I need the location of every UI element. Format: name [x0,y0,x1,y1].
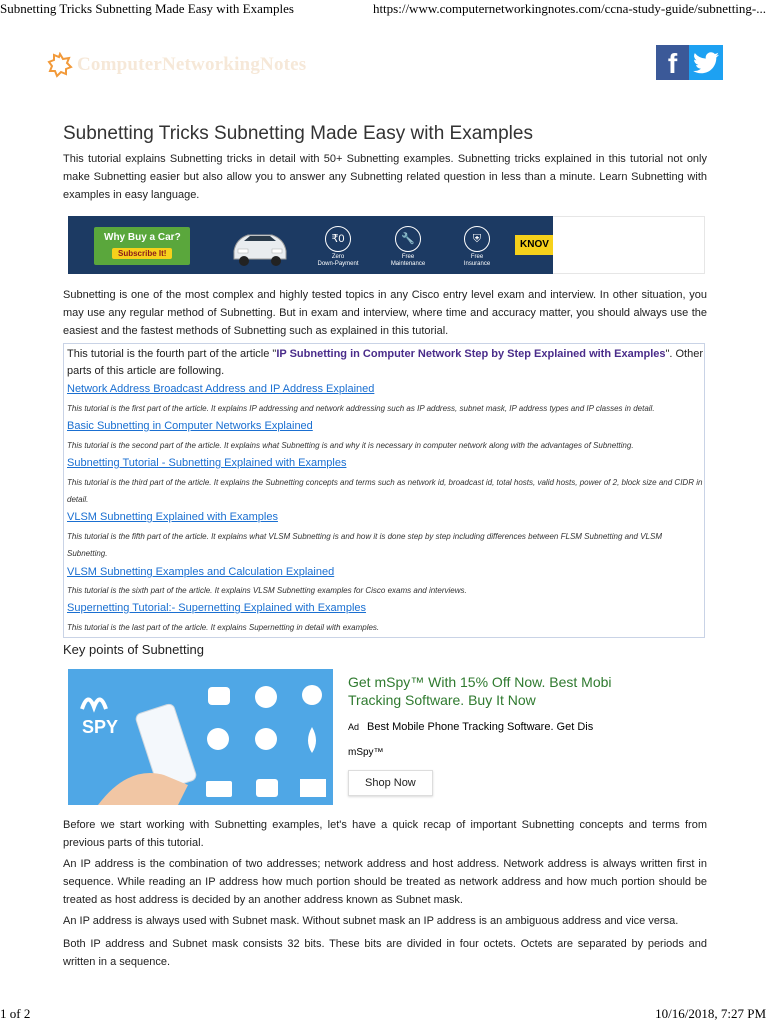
why-buy-box [94,227,190,265]
sun-logo-icon [47,52,73,78]
shield-car-icon: ⛨ [464,226,490,252]
site-logo[interactable] [47,50,306,80]
intro-paragraph: This tutorial explains Subnetting tricks in detail with 50+ Subnetting examples. Subnetting tricks explained in this tutorial not only make Subnetting easier but also allow you to answer any Subnetting related question in less than a minute. Learn Subnetting with examples in easy language. [63,153,707,201]
part-link-6[interactable]: VLSM Subnetting Examples and Calculation Explained [67,566,335,578]
ad-brand: mSpy™ [348,747,384,758]
feature-label: Free [401,254,415,260]
facebook-glyph: f [667,48,678,79]
ad-description-row [348,721,633,733]
part-link-1[interactable]: Network Address Broadcast Address and IP Address Explained [67,383,375,395]
part-desc-7: This tutorial is the last part of the article. It explains Supernetting in detail with examples. [67,623,380,632]
feature-sublabel: Insurance [463,261,491,267]
print-page-number: 1 of 2 [0,1006,31,1021]
series-main-article-link[interactable]: IP Subnetting in Computer Network Step by Step Explained with Examples [276,348,666,360]
car-icon [228,221,292,269]
subscribe-button[interactable]: Subscribe It! [112,248,172,259]
print-header [0,0,768,18]
feature-insurance [447,226,507,268]
print-page-title: Subnetting Tricks Subnetting Made Easy with Examples [0,1,294,16]
logo-text: ComputerNetworkingNotes [77,54,307,75]
print-url: https://www.computernetworkingnotes.com/ccna-study-guide/subnetting-... [372,1,766,16]
mspy-ad-text[interactable] [348,669,633,796]
part-link-5[interactable]: VLSM Subnetting Explained with Examples [67,511,278,523]
feature-label: Free [470,254,484,260]
series-intro-suffix: ". Other parts of this article are following. [67,348,704,377]
bits-paragraph: Both IP address and Subnet mask consists 32 bits. These bits are divided in four octets. Octets are separated by periods and written in a sequence. [63,938,707,968]
subnet-mask-paragraph: An IP address is always used with Subnet mask. Without subnet mask an IP address is an ambiguous address and vice versa. [63,915,679,927]
part-link-3[interactable]: Subnetting Tutorial - Subnetting Explained with Examples [67,457,347,469]
ip-address-paragraph: An IP address is the combination of two addresses; network address and host address. Network address is always written first in sequence. While reading an IP address how much portion should be treated as network address and how much portion should be treated as host address is decided by an another address known as Subnet mask. [63,858,707,906]
recap-paragraph: Before we start working with Subnetting examples, let's have a quick recap of important Subnetting concepts and terms from previous parts of this tutorial. [63,819,707,849]
series-intro-prefix: This tutorial is the fourth part of the article " [67,348,277,360]
social-buttons [656,45,723,80]
key-points-heading: Key points of Subnetting [63,642,204,657]
mspy-phone-illustration [68,669,333,805]
print-datetime: 10/16/2018, 7:27 PM [655,1006,766,1021]
part-desc-6: This tutorial is the sixth part of the article. It explains VLSM Subnetting examples for Cisco exams and interviews. [67,586,467,595]
part-desc-2: This tutorial is the second part of the article. It explains what Subnetting is and why it is necessary in computer network along with the advantages of Subnetting. [67,441,634,450]
part-desc-3: This tutorial is the third part of the article. It explains the Subnetting concepts and terms such as network id, broadcast id, total hosts, valid hosts, power of 2, block size and CIDR in detail. [67,478,703,504]
ad-headline-1[interactable]: Get mSpy™ With 15% Off Now. Best Mobi [348,674,612,690]
why-buy-text: Why Buy a Car? [104,232,181,243]
mspy-logo-text: SPY [82,717,119,737]
article-title: Subnetting Tricks Subnetting Made Easy with Examples [63,123,533,144]
car-banner-ad[interactable] [68,216,553,274]
feature-sublabel: Down-Payment [317,261,359,267]
facebook-icon[interactable] [656,45,689,80]
complexity-paragraph: Subnetting is one of the most complex and highly tested topics in any Cisco entry level exam and interview. In other situation, you may use any regular method of Subnetting. But in exam and interview, where time and accuracy matter, you should always use the easiest and the fastest methods of Subnetting such as explained in this tutorial. [63,289,707,337]
ad-description: Best Mobile Phone Tracking Software. Get Dis [367,721,594,733]
banner-blank-area [553,216,705,274]
twitter-bird-icon [693,52,719,74]
ad-headline-2[interactable]: Tracking Software. Buy It Now [348,692,536,708]
part-link-7[interactable]: Supernetting Tutorial:- Supernetting Explained with Examples [67,602,367,614]
wrench-icon: 🔧 [395,226,421,252]
feature-maintenance [378,226,438,268]
shop-now-button[interactable]: Shop Now [348,770,433,796]
series-intro [67,346,703,380]
part-link-2[interactable]: Basic Subnetting in Computer Networks Explained [67,420,313,432]
rupee-icon: ₹0 [325,226,351,252]
article-series-box [63,343,705,638]
part-desc-1: This tutorial is the first part of the article. It explains IP addressing and network addressing such as IP address, subnet mask, IP address types and IP classes in detail. [67,404,655,413]
part-desc-5: This tutorial is the fifth part of the article. It explains what VLSM Subnetting is and how it is done step by step including differences between FLSM Subnetting and VLSM Subnetting. [67,532,662,558]
feature-label: Zero [331,254,345,260]
know-more-button[interactable]: KNOV [515,235,553,255]
ad-badge: Ad [348,722,360,732]
feature-zero-down [308,226,368,268]
feature-sublabel: Maintenance [390,261,426,267]
print-footer [0,1004,768,1024]
twitter-icon[interactable] [689,45,723,80]
mspy-ad-image[interactable] [68,669,333,805]
